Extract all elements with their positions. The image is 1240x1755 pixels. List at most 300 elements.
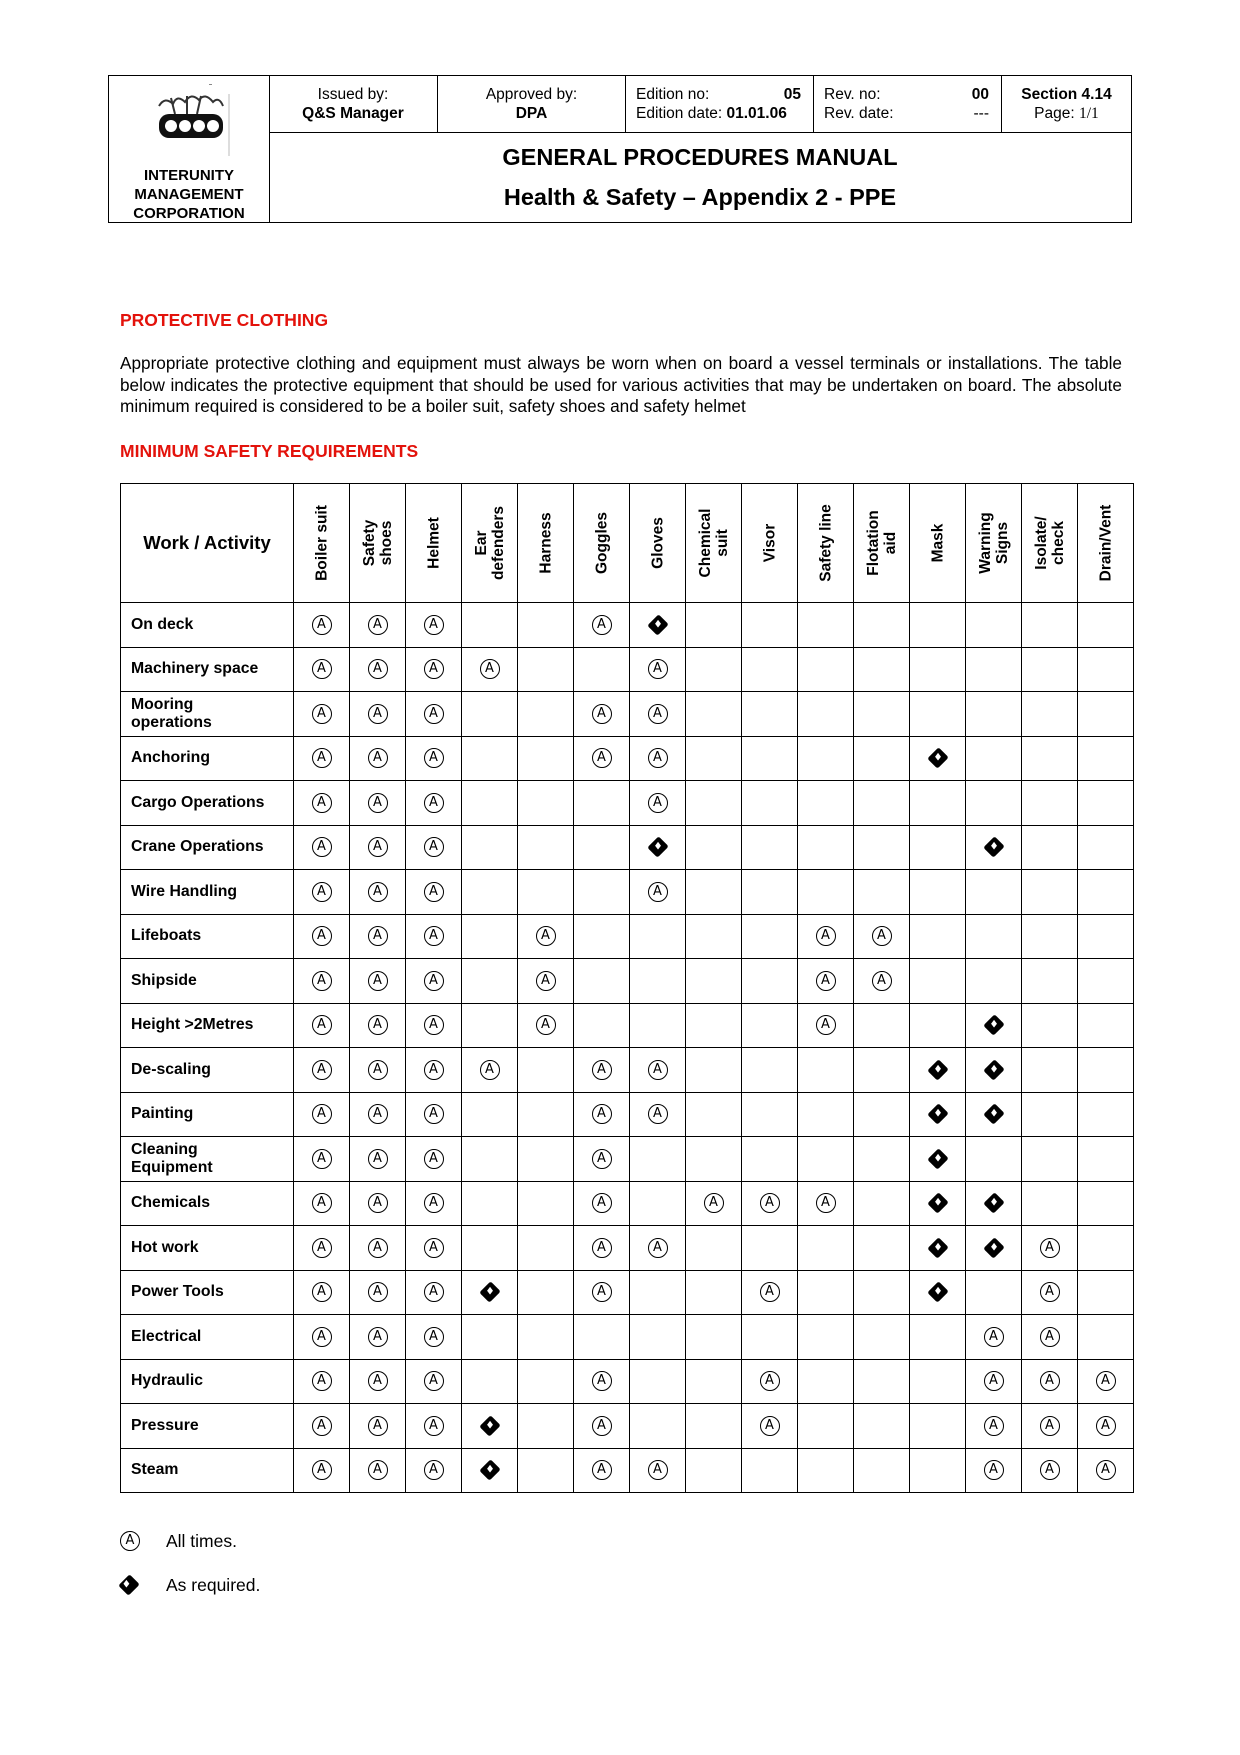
all-times-icon: A xyxy=(424,1060,444,1080)
requirement-cell xyxy=(910,736,966,781)
all-times-icon: A xyxy=(424,1149,444,1169)
as-required-icon: ♦ xyxy=(927,1104,948,1125)
requirement-cell xyxy=(854,1003,910,1048)
requirement-cell xyxy=(686,1226,742,1271)
requirement-cell xyxy=(1022,1181,1078,1226)
requirement-cell xyxy=(854,1226,910,1271)
requirement-cell xyxy=(294,736,350,781)
requirement-cell xyxy=(630,959,686,1004)
protective-clothing-heading: PROTECTIVE CLOTHING xyxy=(120,310,329,330)
requirement-cell xyxy=(798,1404,854,1449)
requirement-cell xyxy=(462,736,518,781)
requirement-cell xyxy=(742,1137,798,1182)
table-row xyxy=(121,1003,1134,1048)
requirement-cell xyxy=(798,1448,854,1493)
all-times-icon: A xyxy=(424,1238,444,1258)
requirement-cell xyxy=(742,692,798,737)
all-times-icon: A xyxy=(312,748,332,768)
requirement-cell xyxy=(406,1092,462,1137)
all-times-icon: A xyxy=(760,1193,780,1213)
requirement-cell xyxy=(1022,870,1078,915)
table-row xyxy=(121,1448,1134,1493)
requirement-cell xyxy=(406,1359,462,1404)
requirement-cell xyxy=(1022,1092,1078,1137)
requirement-cell xyxy=(518,870,574,915)
all-times-icon: A xyxy=(424,615,444,635)
requirement-cell xyxy=(1022,1003,1078,1048)
requirement-cell xyxy=(630,1315,686,1360)
requirement-cell xyxy=(462,1270,518,1315)
table-row xyxy=(121,1404,1134,1449)
all-times-icon: A xyxy=(368,1416,388,1436)
requirement-cell xyxy=(630,1048,686,1093)
requirement-cell xyxy=(966,1181,1022,1226)
requirement-cell xyxy=(1022,1448,1078,1493)
column-header: Gloves xyxy=(630,484,686,603)
all-times-icon: A xyxy=(312,1282,332,1302)
all-times-icon: A xyxy=(312,704,332,724)
requirement-cell xyxy=(630,1003,686,1048)
all-times-icon: A xyxy=(424,926,444,946)
all-times-icon: A xyxy=(816,1193,836,1213)
requirement-cell xyxy=(574,781,630,826)
requirement-cell xyxy=(406,1048,462,1093)
requirement-cell xyxy=(854,647,910,692)
column-header: Mask xyxy=(910,484,966,603)
requirement-cell xyxy=(350,825,406,870)
column-header: Visor xyxy=(742,484,798,603)
requirement-cell xyxy=(406,1003,462,1048)
activity-cell: Power Tools xyxy=(121,1270,294,1315)
all-times-icon: A xyxy=(1040,1282,1060,1302)
requirement-cell xyxy=(854,1092,910,1137)
column-header: Helmet xyxy=(406,484,462,603)
requirement-cell xyxy=(630,870,686,915)
requirement-cell xyxy=(686,647,742,692)
requirement-cell xyxy=(1022,603,1078,648)
requirement-cell xyxy=(1022,914,1078,959)
requirement-cell xyxy=(350,1092,406,1137)
all-times-icon: A xyxy=(648,1104,668,1124)
logo-cell xyxy=(109,76,270,222)
all-times-icon: A xyxy=(704,1193,724,1213)
requirement-cell xyxy=(854,692,910,737)
requirement-cell xyxy=(462,1092,518,1137)
requirement-cell xyxy=(294,1181,350,1226)
all-times-icon: A xyxy=(536,971,556,991)
requirement-cell xyxy=(910,959,966,1004)
requirement-cell xyxy=(798,1137,854,1182)
all-times-icon: A xyxy=(872,926,892,946)
requirement-cell xyxy=(1022,1226,1078,1271)
requirement-cell xyxy=(1078,1181,1134,1226)
requirement-cell xyxy=(686,1270,742,1315)
requirement-cell xyxy=(742,1226,798,1271)
requirement-cell xyxy=(1078,1448,1134,1493)
table-row xyxy=(121,1226,1134,1271)
requirement-cell xyxy=(574,1092,630,1137)
requirement-cell xyxy=(966,692,1022,737)
activity-cell: Shipside xyxy=(121,959,294,1004)
requirement-cell xyxy=(910,1315,966,1360)
requirement-cell xyxy=(294,959,350,1004)
requirement-cell xyxy=(854,1404,910,1449)
requirement-cell xyxy=(518,1137,574,1182)
requirement-cell xyxy=(350,959,406,1004)
activity-cell: Electrical xyxy=(121,1315,294,1360)
all-times-icon: A xyxy=(312,1104,332,1124)
table-row xyxy=(121,1359,1134,1404)
as-required-icon: ♦ xyxy=(927,1193,948,1214)
requirement-cell xyxy=(1022,959,1078,1004)
requirement-cell xyxy=(798,603,854,648)
requirement-cell xyxy=(1078,959,1134,1004)
requirement-cell xyxy=(462,1181,518,1226)
requirement-cell xyxy=(1078,647,1134,692)
activity-cell: Steam xyxy=(121,1448,294,1493)
requirement-cell xyxy=(742,781,798,826)
all-times-icon: A xyxy=(592,1416,612,1436)
requirement-cell xyxy=(742,914,798,959)
column-header: Flotation aid xyxy=(854,484,910,603)
all-times-icon: A xyxy=(760,1416,780,1436)
requirement-cell xyxy=(518,692,574,737)
activity-cell: De-scaling xyxy=(121,1048,294,1093)
all-times-icon: A xyxy=(1096,1460,1116,1480)
requirement-cell xyxy=(294,825,350,870)
requirement-cell xyxy=(350,1270,406,1315)
requirement-cell xyxy=(406,1448,462,1493)
company-name: INTERUNITY MANAGEMENT CORPORATION xyxy=(133,167,245,222)
all-times-icon: A xyxy=(312,1193,332,1213)
all-times-icon: A xyxy=(368,704,388,724)
table-row xyxy=(121,825,1134,870)
requirement-cell xyxy=(742,1048,798,1093)
requirement-cell xyxy=(1078,1359,1134,1404)
all-times-icon: A xyxy=(312,837,332,857)
requirement-cell xyxy=(518,1448,574,1493)
requirement-cell xyxy=(686,1359,742,1404)
requirement-cell xyxy=(350,1048,406,1093)
column-header: Drain/Vent xyxy=(1078,484,1134,603)
requirement-cell xyxy=(574,603,630,648)
requirement-cell xyxy=(910,1003,966,1048)
all-times-icon: A xyxy=(312,1060,332,1080)
all-times-icon: A xyxy=(816,971,836,991)
requirement-cell xyxy=(854,1137,910,1182)
requirement-cell xyxy=(966,1226,1022,1271)
requirement-cell xyxy=(966,1315,1022,1360)
all-times-icon: A xyxy=(592,1193,612,1213)
requirement-cell xyxy=(350,736,406,781)
all-times-icon: A xyxy=(368,1371,388,1391)
requirement-cell xyxy=(630,603,686,648)
requirement-cell xyxy=(462,1048,518,1093)
table-row xyxy=(121,1315,1134,1360)
all-times-icon: A xyxy=(368,615,388,635)
requirement-cell xyxy=(798,1048,854,1093)
activity-column-header: Work / Activity xyxy=(121,484,294,603)
all-times-icon: A xyxy=(424,793,444,813)
requirement-cell xyxy=(798,914,854,959)
activity-cell: Crane Operations xyxy=(121,825,294,870)
as-required-icon: ♦ xyxy=(927,1148,948,1169)
requirement-cell xyxy=(574,1404,630,1449)
requirement-cell xyxy=(910,603,966,648)
requirement-cell xyxy=(294,1359,350,1404)
all-times-icon: A xyxy=(648,1460,668,1480)
requirement-cell xyxy=(518,1270,574,1315)
requirement-cell xyxy=(350,1448,406,1493)
activity-cell: Chemicals xyxy=(121,1181,294,1226)
requirement-cell xyxy=(462,825,518,870)
all-times-icon: A xyxy=(368,971,388,991)
requirement-cell xyxy=(966,781,1022,826)
all-times-icon: A xyxy=(368,1104,388,1124)
as-required-icon: ♦ xyxy=(983,1237,1004,1258)
table-body xyxy=(121,603,1134,1493)
requirement-cell xyxy=(1078,736,1134,781)
as-required-icon: ♦ xyxy=(479,1415,500,1436)
requirement-cell xyxy=(742,1092,798,1137)
requirement-cell xyxy=(742,647,798,692)
requirement-cell xyxy=(1078,1226,1134,1271)
requirement-cell xyxy=(798,647,854,692)
all-times-icon: A xyxy=(536,1015,556,1035)
column-header: Warning Signs xyxy=(966,484,1022,603)
all-times-icon: A xyxy=(816,1015,836,1035)
requirement-cell xyxy=(798,1181,854,1226)
requirement-cell xyxy=(462,603,518,648)
requirement-cell xyxy=(854,736,910,781)
all-times-icon: A xyxy=(592,615,612,635)
all-times-icon: A xyxy=(480,659,500,679)
activity-cell: Hot work xyxy=(121,1226,294,1271)
as-required-icon: ♦ xyxy=(647,837,668,858)
requirement-cell xyxy=(574,647,630,692)
requirement-cell xyxy=(1022,1359,1078,1404)
all-times-icon: A xyxy=(984,1327,1004,1347)
all-times-icon: A xyxy=(648,1238,668,1258)
requirement-cell xyxy=(910,1092,966,1137)
requirement-cell xyxy=(854,1359,910,1404)
as-required-icon: ♦ xyxy=(983,1015,1004,1036)
requirement-cell xyxy=(518,825,574,870)
requirement-cell xyxy=(742,603,798,648)
as-required-icon: ♦ xyxy=(479,1460,500,1481)
all-times-icon: A xyxy=(1096,1416,1116,1436)
requirement-cell xyxy=(630,1359,686,1404)
requirement-cell xyxy=(854,870,910,915)
requirement-cell xyxy=(1022,781,1078,826)
all-times-icon: A xyxy=(312,793,332,813)
requirement-cell xyxy=(1078,692,1134,737)
requirement-cell xyxy=(406,1315,462,1360)
requirement-cell xyxy=(798,1226,854,1271)
all-times-icon: A xyxy=(368,1193,388,1213)
requirement-cell xyxy=(518,1315,574,1360)
table-row xyxy=(121,1092,1134,1137)
requirement-cell xyxy=(966,959,1022,1004)
requirement-cell xyxy=(742,1315,798,1360)
activity-cell: Pressure xyxy=(121,1404,294,1449)
table-row xyxy=(121,870,1134,915)
requirement-cell xyxy=(574,825,630,870)
all-times-icon: A xyxy=(368,659,388,679)
requirement-cell xyxy=(350,1226,406,1271)
requirement-cell xyxy=(574,1448,630,1493)
requirement-cell xyxy=(1022,647,1078,692)
all-times-icon: A xyxy=(424,1015,444,1035)
requirement-cell xyxy=(630,825,686,870)
requirement-cell xyxy=(350,781,406,826)
table-row xyxy=(121,647,1134,692)
all-times-icon: A xyxy=(1040,1238,1060,1258)
all-times-icon: A xyxy=(424,1460,444,1480)
requirement-cell xyxy=(686,1003,742,1048)
requirement-cell xyxy=(574,1270,630,1315)
requirement-cell xyxy=(518,1048,574,1093)
column-header: Isolate/ check xyxy=(1022,484,1078,603)
requirement-cell xyxy=(966,825,1022,870)
requirement-cell xyxy=(294,870,350,915)
requirement-cell xyxy=(1022,692,1078,737)
section-cell: Section 4.14 Page: 1/1 xyxy=(1021,86,1112,122)
column-header: Chemical suit xyxy=(686,484,742,603)
all-times-icon: A xyxy=(1040,1327,1060,1347)
all-times-icon: A xyxy=(1040,1416,1060,1436)
requirement-cell xyxy=(686,603,742,648)
activity-cell: Hydraulic xyxy=(121,1359,294,1404)
requirement-cell xyxy=(798,959,854,1004)
requirement-cell xyxy=(462,1448,518,1493)
table-row xyxy=(121,1048,1134,1093)
requirement-cell xyxy=(1078,870,1134,915)
all-times-icon: A xyxy=(424,1282,444,1302)
as-required-icon: ♦ xyxy=(927,1282,948,1303)
requirement-cell xyxy=(1022,1270,1078,1315)
requirement-cell xyxy=(966,1048,1022,1093)
requirement-cell xyxy=(686,914,742,959)
column-header: Boiler suit xyxy=(294,484,350,603)
requirement-cell xyxy=(630,1226,686,1271)
requirement-cell xyxy=(406,603,462,648)
requirement-cell xyxy=(350,647,406,692)
table-row xyxy=(121,1270,1134,1315)
requirement-cell xyxy=(1078,1270,1134,1315)
document-title: GENERAL PROCEDURES MANUAL xyxy=(502,144,898,170)
all-times-icon: A xyxy=(424,1416,444,1436)
requirement-cell xyxy=(350,1404,406,1449)
requirement-cell xyxy=(910,1226,966,1271)
requirement-cell xyxy=(854,1181,910,1226)
as-required-icon: ♦ xyxy=(479,1282,500,1303)
requirement-cell xyxy=(406,870,462,915)
activity-cell: Wire Handling xyxy=(121,870,294,915)
requirement-cell xyxy=(518,1003,574,1048)
requirement-cell xyxy=(406,1137,462,1182)
requirement-cell xyxy=(350,870,406,915)
requirement-cell xyxy=(1078,914,1134,959)
activity-cell: Painting xyxy=(121,1092,294,1137)
requirement-cell xyxy=(1078,1137,1134,1182)
requirement-cell xyxy=(350,1315,406,1360)
table-row xyxy=(121,692,1134,737)
requirement-cell xyxy=(518,914,574,959)
all-times-icon: A xyxy=(312,1015,332,1035)
as-required-symbol-icon: ♦ xyxy=(118,1574,139,1595)
requirement-cell xyxy=(686,1404,742,1449)
requirement-cell xyxy=(462,914,518,959)
all-times-icon: A xyxy=(592,1371,612,1391)
requirement-cell xyxy=(798,1270,854,1315)
all-times-icon: A xyxy=(592,1149,612,1169)
requirement-cell xyxy=(742,825,798,870)
requirement-cell xyxy=(406,1226,462,1271)
as-required-icon: ♦ xyxy=(983,837,1004,858)
all-times-icon: A xyxy=(872,971,892,991)
requirement-cell xyxy=(854,914,910,959)
all-times-icon: A xyxy=(648,882,668,902)
requirement-cell xyxy=(462,692,518,737)
minimum-safety-heading: MINIMUM SAFETY REQUIREMENTS xyxy=(120,441,419,461)
requirement-cell xyxy=(686,1048,742,1093)
requirement-cell xyxy=(854,1315,910,1360)
all-times-icon: A xyxy=(984,1460,1004,1480)
all-times-icon: A xyxy=(368,1327,388,1347)
requirement-cell xyxy=(854,603,910,648)
requirement-cell xyxy=(686,781,742,826)
requirement-cell xyxy=(910,825,966,870)
requirement-cell xyxy=(574,870,630,915)
all-times-icon: A xyxy=(312,1238,332,1258)
requirement-cell xyxy=(406,1181,462,1226)
all-times-icon: A xyxy=(368,1460,388,1480)
requirement-cell xyxy=(742,870,798,915)
requirement-cell xyxy=(854,1448,910,1493)
requirement-cell xyxy=(350,1359,406,1404)
requirement-cell xyxy=(854,825,910,870)
requirement-cell xyxy=(798,870,854,915)
all-times-icon: A xyxy=(424,659,444,679)
all-times-icon: A xyxy=(648,1060,668,1080)
all-times-icon: A xyxy=(312,882,332,902)
requirement-cell xyxy=(854,1270,910,1315)
requirement-cell xyxy=(294,1448,350,1493)
requirement-cell xyxy=(406,914,462,959)
requirement-cell xyxy=(574,1315,630,1360)
table-row xyxy=(121,781,1134,826)
requirement-cell xyxy=(1078,603,1134,648)
all-times-icon: A xyxy=(592,1282,612,1302)
all-times-icon: A xyxy=(1040,1460,1060,1480)
all-times-symbol-icon: A xyxy=(120,1531,140,1551)
requirement-cell xyxy=(462,1003,518,1048)
header-meta-row xyxy=(269,76,1131,133)
edition-cell: Edition no: 05 Edition date: 01.01.06 xyxy=(626,76,814,132)
requirement-cell xyxy=(518,1359,574,1404)
requirement-cell xyxy=(1022,736,1078,781)
all-times-icon: A xyxy=(424,882,444,902)
requirement-cell xyxy=(966,1092,1022,1137)
requirement-cell xyxy=(686,1315,742,1360)
company-logo-icon xyxy=(151,84,231,159)
revision-cell: Rev. no: 00 Rev. date: --- xyxy=(814,76,1002,132)
all-times-icon: A xyxy=(312,1416,332,1436)
requirement-cell xyxy=(462,1315,518,1360)
all-times-icon: A xyxy=(368,793,388,813)
all-times-icon: A xyxy=(368,1015,388,1035)
